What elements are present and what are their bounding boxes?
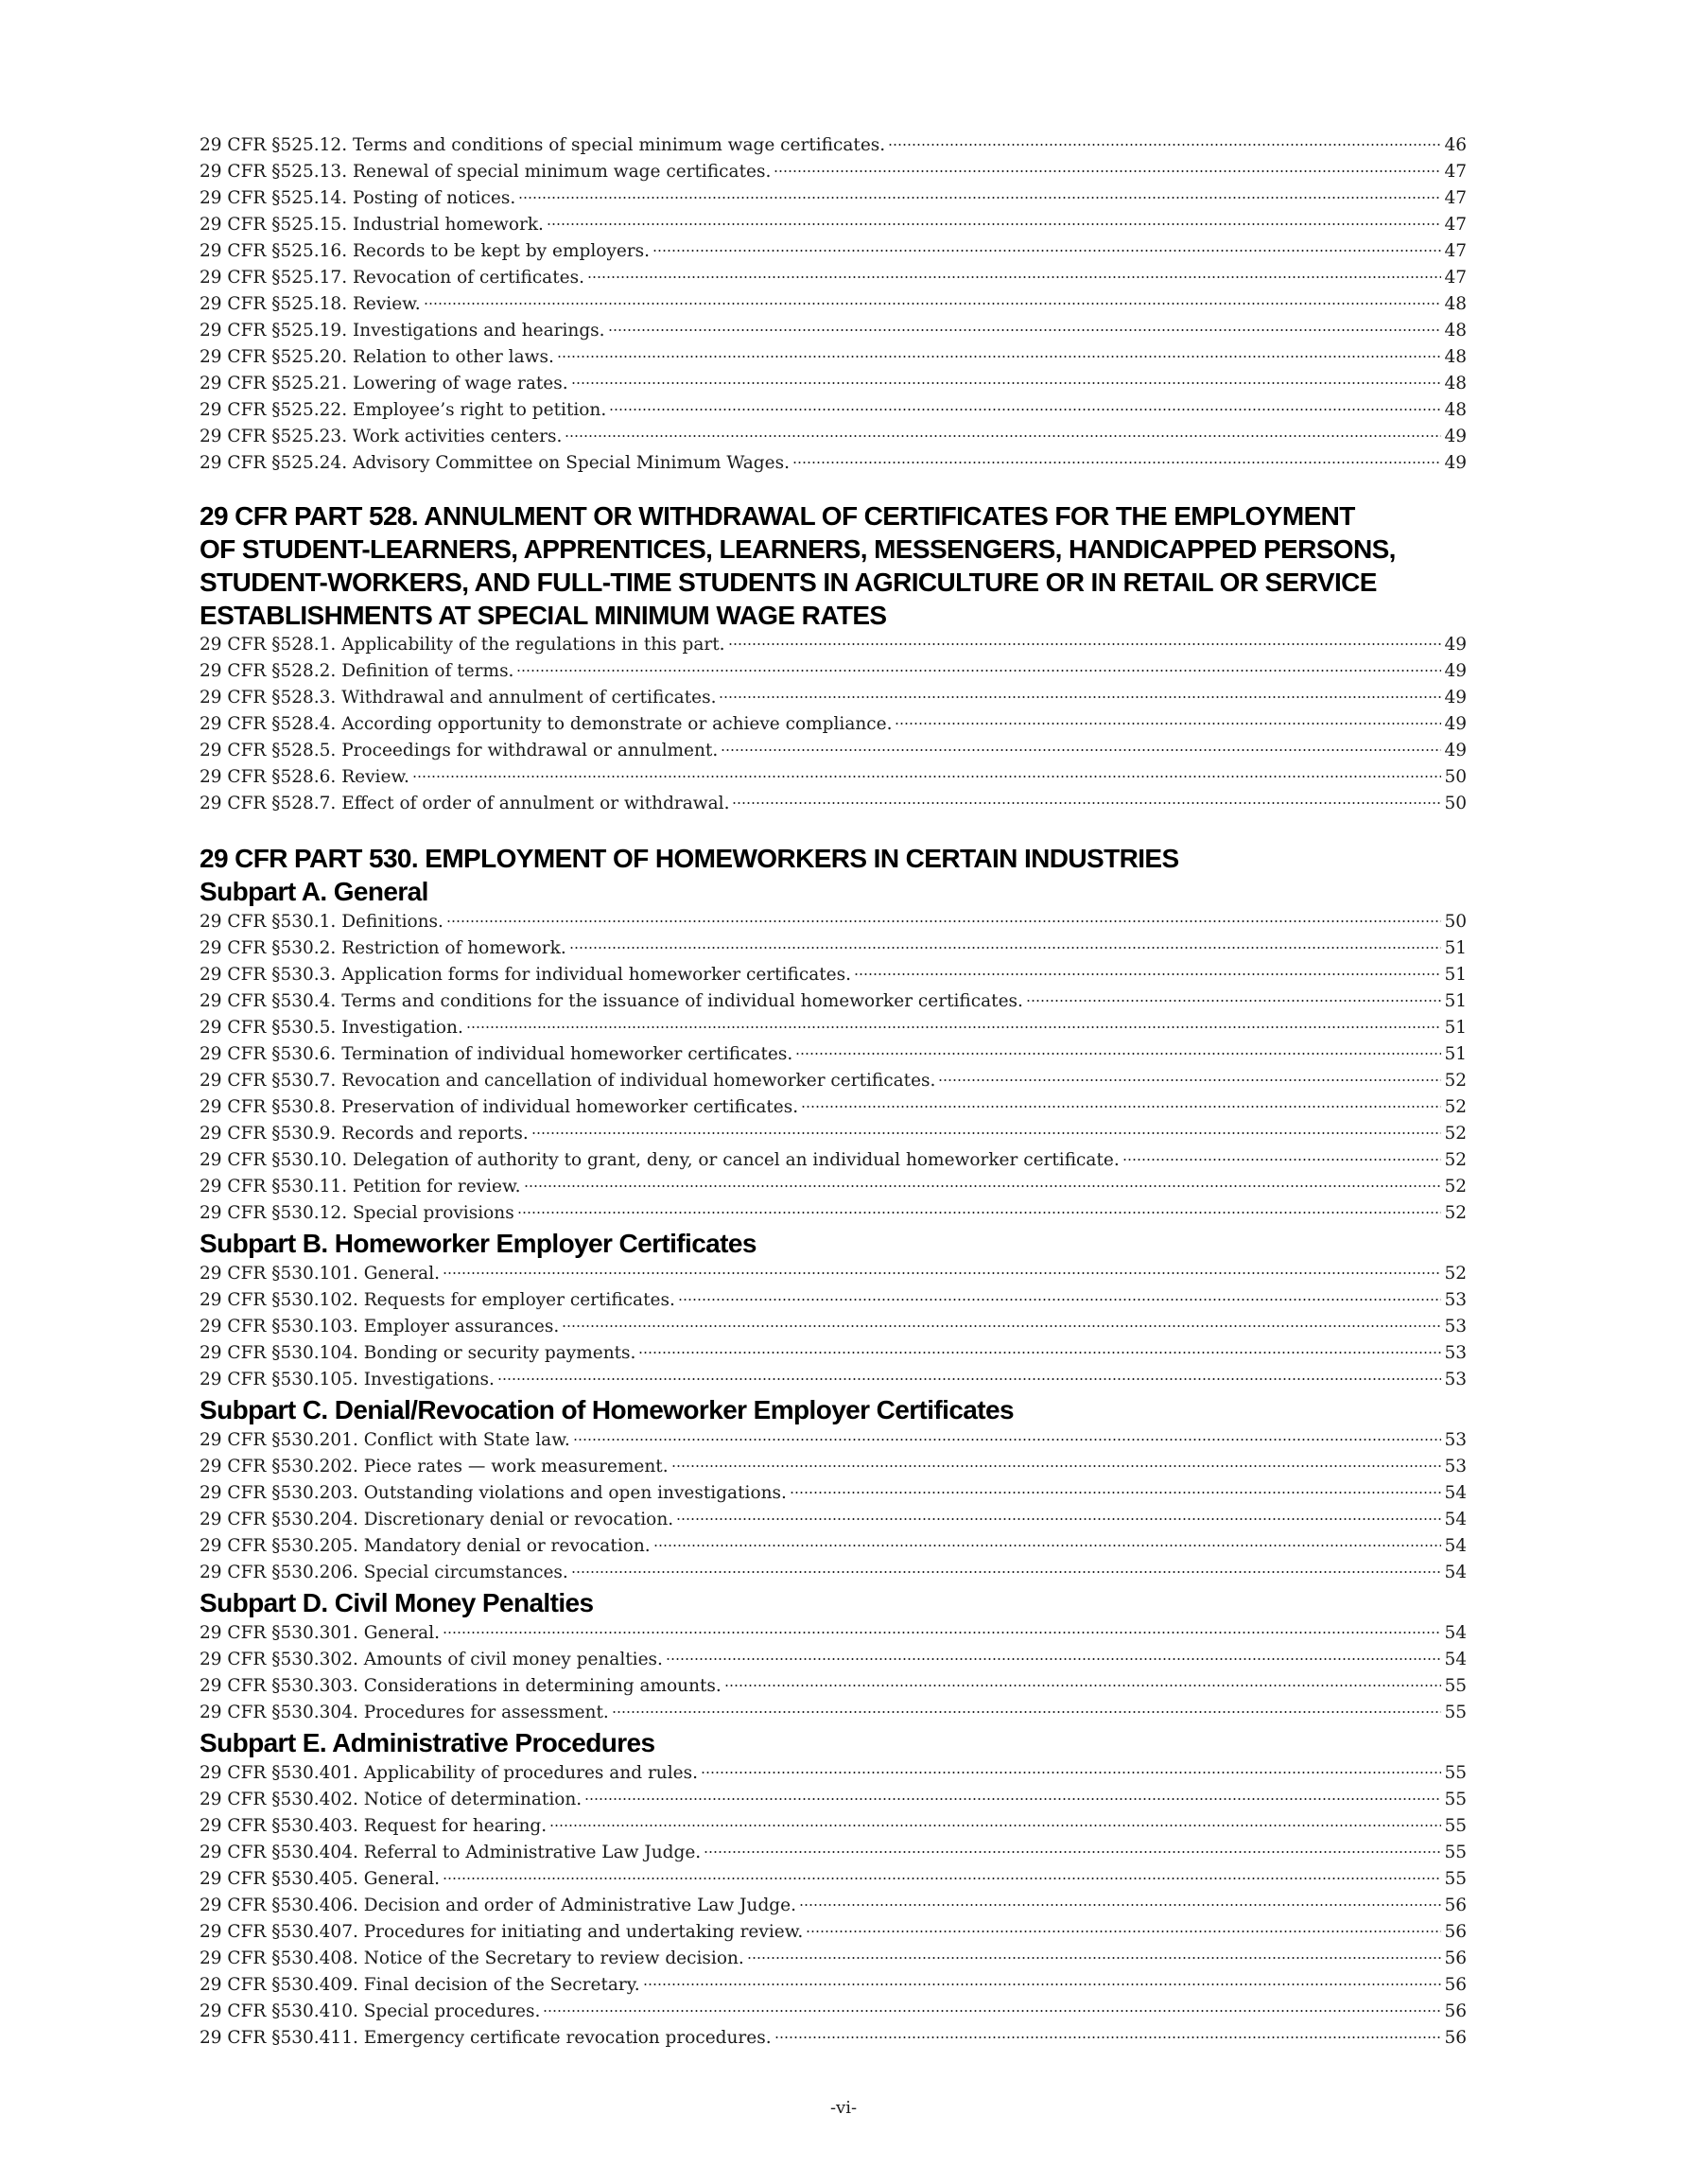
toc-entry-title: 29 CFR §525.13. Renewal of special minimum wage certificates.	[200, 162, 772, 182]
dot-leader	[524, 1185, 1441, 1187]
toc-entry-title: 29 CFR §525.19. Investigations and hearings.	[200, 321, 605, 341]
toc-entry-page-number: 47	[1444, 215, 1467, 235]
toc-entry-page-number: 53	[1444, 1343, 1467, 1363]
dot-leader	[701, 1772, 1441, 1773]
toc-entry-title: 29 CFR §530.5. Investigation.	[200, 1018, 463, 1038]
toc-entry-title: 29 CFR §530.9. Records and reports.	[200, 1124, 529, 1144]
dot-leader	[643, 1983, 1441, 1985]
dot-leader	[653, 1545, 1441, 1546]
toc-entry-page-number: 55	[1444, 1703, 1467, 1722]
subpart-heading: Subpart C. Denial/Revocation of Homeworker Employer Certificates	[200, 1395, 1014, 1424]
toc-entry-page-number: 54	[1444, 1483, 1467, 1503]
toc-entry	[200, 1919, 1467, 1946]
toc-entry-page-number: 55	[1444, 1869, 1467, 1889]
dot-leader	[938, 1079, 1441, 1081]
toc-entry	[200, 1367, 1467, 1393]
toc-entry-title: 29 CFR §530.302. Amounts of civil money penalties.	[200, 1650, 663, 1669]
dot-leader	[573, 1439, 1441, 1441]
subpart-heading: Subpart B. Homeworker Employer Certificates	[200, 1229, 757, 1258]
dot-leader	[412, 776, 1441, 778]
toc-entry-page-number: 54	[1444, 1623, 1467, 1643]
toc-entry-title: 29 CFR §530.205. Mandatory denial or revocation.	[200, 1536, 651, 1556]
toc-entry	[200, 988, 1467, 1015]
toc-entry	[200, 1427, 1467, 1454]
toc-entry-page-number: 50	[1444, 912, 1467, 932]
toc-entry-page-number: 49	[1444, 688, 1467, 708]
toc-entry	[200, 1673, 1467, 1700]
toc-entry-page-number: 51	[1444, 938, 1467, 958]
toc-entry	[200, 764, 1467, 791]
dot-leader	[732, 802, 1441, 804]
dot-leader	[666, 1658, 1441, 1660]
toc-entry-page-number: 50	[1444, 794, 1467, 813]
dot-leader	[895, 723, 1441, 725]
toc-entry-page-number: 46	[1444, 135, 1467, 155]
toc-entry-title: 29 CFR §530.401. Applicability of procedures and rules.	[200, 1763, 698, 1783]
dot-leader	[652, 250, 1441, 252]
toc-entry-title: 29 CFR §530.304. Procedures for assessment.	[200, 1703, 609, 1722]
toc-entry-title: 29 CFR §530.12. Special provisions	[200, 1203, 514, 1223]
toc-entry-title: 29 CFR §530.303. Considerations in determining amounts.	[200, 1676, 722, 1696]
toc-entry	[200, 962, 1467, 988]
part-528-heading-line: 29 CFR PART 528. ANNULMENT OR WITHDRAWAL OF CERTIFICATES FOR THE EMPLOYMENT	[200, 501, 1355, 531]
toc-entry-page-number: 52	[1444, 1177, 1467, 1197]
toc-entry	[200, 1015, 1467, 1041]
toc-entry-page-number: 56	[1444, 1948, 1467, 1968]
toc-entry-page-number: 49	[1444, 427, 1467, 446]
toc-entry	[200, 1999, 1467, 2025]
toc-entry	[200, 685, 1467, 711]
toc-entry-title: 29 CFR §530.10. Delegation of authority to grant, deny, or cancel an individual homeworker certificate.	[200, 1150, 1120, 1170]
part-530-heading: 29 CFR PART 530. EMPLOYMENT OF HOMEWORKERS IN CERTAIN INDUSTRIES	[200, 844, 1179, 873]
dot-leader	[443, 1272, 1441, 1274]
toc-entry-page-number: 51	[1444, 1018, 1467, 1038]
toc-entry-title: 29 CFR §530.101. General.	[200, 1264, 440, 1284]
toc-entry-page-number: 55	[1444, 1816, 1467, 1836]
toc-entry-page-number: 53	[1444, 1317, 1467, 1337]
toc-entry-page-number: 54	[1444, 1650, 1467, 1669]
toc-entry-page-number: 49	[1444, 661, 1467, 681]
toc-entry-title: 29 CFR §528.1. Applicability of the regulations in this part.	[200, 635, 725, 655]
dot-leader	[854, 973, 1441, 975]
toc-entry-page-number: 48	[1444, 400, 1467, 420]
toc-entry-title: 29 CFR §530.3. Application forms for individual homeworker certificates.	[200, 965, 851, 985]
dot-leader	[704, 1851, 1441, 1853]
toc-entry-page-number: 51	[1444, 991, 1467, 1011]
toc-entry	[200, 1094, 1467, 1121]
toc-entry-title: 29 CFR §530.410. Special procedures.	[200, 2001, 541, 2021]
toc-entry-page-number: 47	[1444, 162, 1467, 182]
toc-entry-title: 29 CFR §530.102. Requests for employer certificates.	[200, 1290, 675, 1310]
toc-entry	[200, 1972, 1467, 1999]
toc-group-part-528	[200, 632, 1467, 817]
dot-leader	[557, 356, 1441, 358]
toc-entry-page-number: 52	[1444, 1124, 1467, 1144]
toc-entry	[200, 450, 1467, 477]
dot-leader	[801, 1106, 1441, 1108]
dot-leader	[543, 2010, 1441, 2012]
toc-entry-page-number: 47	[1444, 188, 1467, 208]
toc-entry-title: 29 CFR §525.22. Employee’s right to petition.	[200, 400, 607, 420]
toc-entry-page-number: 53	[1444, 1430, 1467, 1450]
toc-entry-title: 29 CFR §525.23. Work activities centers.	[200, 427, 563, 446]
toc-entry-title: 29 CFR §530.404. Referral to Administrative Law Judge.	[200, 1843, 702, 1862]
toc-entry-page-number: 55	[1444, 1676, 1467, 1696]
dot-leader	[562, 1325, 1441, 1327]
dot-leader	[443, 1632, 1441, 1634]
toc-entry-title: 29 CFR §530.8. Preservation of individual homeworker certificates.	[200, 1097, 799, 1117]
toc-entry	[200, 238, 1467, 265]
toc-entry	[200, 1787, 1467, 1813]
toc-entry	[200, 212, 1467, 238]
toc-entry	[200, 1813, 1467, 1840]
toc-entry	[200, 1147, 1467, 1174]
toc-entry-page-number: 49	[1444, 714, 1467, 734]
toc-entry-page-number: 53	[1444, 1457, 1467, 1476]
toc-entry-title: 29 CFR §530.408. Notice of the Secretary to review decision.	[200, 1948, 744, 1968]
toc-entry	[200, 1893, 1467, 1919]
toc-entry	[200, 1480, 1467, 1507]
toc-entry	[200, 1620, 1467, 1647]
toc-entry	[200, 1174, 1467, 1200]
toc-entry-title: 29 CFR §530.406. Decision and order of Administrative Law Judge.	[200, 1896, 796, 1915]
part-528-heading-line: ESTABLISHMENTS AT SPECIAL MINIMUM WAGE RATES	[200, 601, 887, 630]
dot-leader	[446, 920, 1441, 922]
dot-leader	[547, 223, 1441, 225]
toc-entry-title: 29 CFR §525.17. Revocation of certificates.	[200, 268, 584, 288]
toc-entry-title: 29 CFR §525.18. Review.	[200, 294, 421, 314]
toc-entry	[200, 2025, 1467, 2052]
toc-entry	[200, 1314, 1467, 1340]
toc-entry	[200, 1261, 1467, 1287]
dot-leader	[719, 696, 1441, 698]
dot-leader	[565, 435, 1441, 437]
toc-entry	[200, 318, 1467, 344]
toc-entry	[200, 632, 1467, 658]
dot-leader	[799, 1904, 1441, 1906]
toc-entry	[200, 265, 1467, 291]
dot-leader	[424, 303, 1441, 305]
toc-entry-title: 29 CFR §528.3. Withdrawal and annulment of certificates.	[200, 688, 717, 708]
toc-entry-page-number: 56	[1444, 2001, 1467, 2021]
table-of-contents	[200, 132, 1467, 2052]
dot-leader	[466, 1026, 1441, 1028]
toc-entry-title: 29 CFR §525.24. Advisory Committee on Special Minimum Wages.	[200, 453, 790, 473]
toc-entry-page-number: 50	[1444, 767, 1467, 787]
dot-leader	[497, 1378, 1441, 1380]
part-528-heading-line: OF STUDENT-LEARNERS, APPRENTICES, LEARNERS, MESSENGERS, HANDICAPPED PERSONS,	[200, 534, 1396, 564]
dot-leader	[569, 947, 1441, 949]
toc-entry-page-number: 52	[1444, 1264, 1467, 1284]
toc-entry-title: 29 CFR §530.407. Procedures for initiating and undertaking review.	[200, 1922, 804, 1942]
dot-leader	[584, 1798, 1441, 1800]
toc-entry	[200, 791, 1467, 817]
toc-entry-page-number: 52	[1444, 1203, 1467, 1223]
toc-entry-page-number: 49	[1444, 741, 1467, 760]
toc-entry	[200, 1454, 1467, 1480]
subpart-heading: Subpart A. General	[200, 877, 428, 906]
toc-entry-title: 29 CFR §530.403. Request for hearing.	[200, 1816, 548, 1836]
dot-leader	[531, 1132, 1441, 1134]
toc-entry	[200, 1287, 1467, 1314]
toc-entry-page-number: 51	[1444, 965, 1467, 985]
dot-leader	[747, 1957, 1441, 1959]
subpart-heading: Subpart D. Civil Money Penalties	[200, 1588, 594, 1617]
dot-leader	[571, 382, 1441, 384]
dot-leader	[774, 170, 1441, 172]
toc-entry-title: 29 CFR §528.7. Effect of order of annulment or withdrawal.	[200, 794, 730, 813]
toc-entry	[200, 159, 1467, 185]
toc-entry-title: 29 CFR §528.2. Definition of terms.	[200, 661, 514, 681]
toc-entry-page-number: 54	[1444, 1510, 1467, 1529]
toc-entry-page-number: 56	[1444, 2028, 1467, 2048]
toc-entry-page-number: 47	[1444, 268, 1467, 288]
dot-leader	[638, 1352, 1441, 1354]
dot-leader	[549, 1825, 1441, 1826]
toc-entry-title: 29 CFR §525.21. Lowering of wage rates.	[200, 374, 568, 393]
toc-entry-title: 29 CFR §530.411. Emergency certificate revocation procedures.	[200, 2028, 772, 2048]
toc-entry-title: 29 CFR §530.7. Revocation and cancellation of individual homeworker certificates.	[200, 1071, 936, 1091]
toc-entry-page-number: 54	[1444, 1563, 1467, 1582]
toc-entry-title: 29 CFR §528.4. According opportunity to demonstrate or achieve compliance.	[200, 714, 893, 734]
toc-entry-title: 29 CFR §530.206. Special circumstances.	[200, 1563, 568, 1582]
toc-entry-title: 29 CFR §530.11. Petition for review.	[200, 1177, 521, 1197]
toc-entry-title: 29 CFR §530.103. Employer assurances.	[200, 1317, 560, 1337]
dot-leader	[888, 144, 1441, 146]
toc-entry-page-number: 55	[1444, 1843, 1467, 1862]
toc-entry-page-number: 48	[1444, 294, 1467, 314]
toc-entry-title: 29 CFR §525.16. Records to be kept by employers.	[200, 241, 651, 261]
toc-entry	[200, 1840, 1467, 1866]
toc-entry	[200, 132, 1467, 159]
dot-leader	[516, 670, 1441, 672]
part-528-heading-line: STUDENT-WORKERS, AND FULL-TIME STUDENTS IN AGRICULTURE OR IN RETAIL OR SERVICE	[200, 568, 1377, 597]
dot-leader	[721, 749, 1441, 751]
toc-entry-title: 29 CFR §530.402. Notice of determination.	[200, 1790, 583, 1809]
toc-entry-page-number: 49	[1444, 635, 1467, 655]
dot-leader	[728, 643, 1441, 645]
toc-entry	[200, 397, 1467, 424]
toc-entry-title: 29 CFR §525.20. Relation to other laws.	[200, 347, 554, 367]
dot-leader	[790, 1492, 1441, 1494]
toc-entry-page-number: 53	[1444, 1290, 1467, 1310]
toc-entry	[200, 291, 1467, 318]
dot-leader	[678, 1299, 1441, 1301]
dot-leader	[671, 1465, 1441, 1467]
toc-entry-title: 29 CFR §525.15. Industrial homework.	[200, 215, 544, 235]
toc-entry-page-number: 52	[1444, 1097, 1467, 1117]
toc-entry-title: 29 CFR §530.105. Investigations.	[200, 1370, 495, 1389]
dot-leader	[517, 1212, 1441, 1214]
dot-leader	[443, 1878, 1441, 1879]
toc-entry	[200, 909, 1467, 935]
toc-entry	[200, 185, 1467, 212]
toc-entry-title: 29 CFR §530.6. Termination of individual homeworker certificates.	[200, 1044, 793, 1064]
toc-entry	[200, 1946, 1467, 1972]
toc-entry-page-number: 55	[1444, 1763, 1467, 1783]
toc-entry	[200, 1560, 1467, 1586]
toc-entry-title: 29 CFR §530.1. Definitions.	[200, 912, 443, 932]
dot-leader	[774, 2036, 1441, 2038]
toc-entry-page-number: 51	[1444, 1044, 1467, 1064]
toc-entry-title: 29 CFR §530.203. Outstanding violations and open investigations.	[200, 1483, 787, 1503]
dot-leader	[587, 276, 1441, 278]
toc-entry-page-number: 47	[1444, 241, 1467, 261]
toc-entry	[200, 1533, 1467, 1560]
toc-entry-page-number: 52	[1444, 1071, 1467, 1091]
dot-leader	[518, 197, 1441, 199]
toc-entry-title: 29 CFR §530.4. Terms and conditions for the issuance of individual homeworker certificates.	[200, 991, 1023, 1011]
dot-leader	[724, 1685, 1441, 1686]
dot-leader	[676, 1518, 1441, 1520]
toc-entry-page-number: 48	[1444, 374, 1467, 393]
toc-entry-page-number: 56	[1444, 1975, 1467, 1995]
toc-entry-page-number: 52	[1444, 1150, 1467, 1170]
page-number: -vi-	[829, 2098, 858, 2118]
dot-leader	[795, 1053, 1441, 1055]
toc-entry	[200, 1121, 1467, 1147]
toc-entry	[200, 1866, 1467, 1893]
toc-entry-page-number: 56	[1444, 1896, 1467, 1915]
part-528-heading	[200, 499, 1467, 632]
toc-entry	[200, 371, 1467, 397]
toc-entry-title: 29 CFR §530.202. Piece rates — work measurement.	[200, 1457, 669, 1476]
toc-entry	[200, 344, 1467, 371]
dot-leader	[1026, 1000, 1441, 1002]
toc-entry-page-number: 53	[1444, 1370, 1467, 1389]
dot-leader	[608, 329, 1441, 331]
toc-entry	[200, 1647, 1467, 1673]
toc-entry	[200, 1700, 1467, 1726]
dot-leader	[571, 1571, 1441, 1573]
toc-entry	[200, 424, 1467, 450]
toc-entry-title: 29 CFR §525.12. Terms and conditions of special minimum wage certificates.	[200, 135, 886, 155]
toc-entry	[200, 1041, 1467, 1068]
toc-entry	[200, 1507, 1467, 1533]
toc-entry	[200, 1340, 1467, 1367]
toc-entry-title: 29 CFR §530.104. Bonding or security payments.	[200, 1343, 636, 1363]
toc-entry-page-number: 54	[1444, 1536, 1467, 1556]
toc-entry	[200, 1760, 1467, 1787]
dot-leader	[1122, 1159, 1441, 1161]
toc-entry	[200, 658, 1467, 685]
dot-leader	[609, 409, 1441, 411]
dot-leader	[612, 1711, 1441, 1713]
toc-entry-page-number: 56	[1444, 1922, 1467, 1942]
toc-entry-title: 29 CFR §525.14. Posting of notices.	[200, 188, 516, 208]
toc-entry-page-number: 49	[1444, 453, 1467, 473]
toc-entry-title: 29 CFR §530.301. General.	[200, 1623, 440, 1643]
toc-entry	[200, 1068, 1467, 1094]
toc-entry-title: 29 CFR §528.6. Review.	[200, 767, 409, 787]
toc-entry	[200, 711, 1467, 738]
toc-group-part-525	[200, 132, 1467, 477]
toc-entry	[200, 935, 1467, 962]
toc-entry-title: 29 CFR §530.201. Conflict with State law.	[200, 1430, 570, 1450]
subpart-heading: Subpart E. Administrative Procedures	[200, 1728, 655, 1757]
toc-entry-page-number: 48	[1444, 347, 1467, 367]
toc-entry-page-number: 55	[1444, 1790, 1467, 1809]
toc-group-part-530	[200, 875, 1467, 2052]
toc-entry	[200, 738, 1467, 764]
toc-entry-title: 29 CFR §530.2. Restriction of homework.	[200, 938, 566, 958]
toc-entry-title: 29 CFR §530.409. Final decision of the Secretary.	[200, 1975, 640, 1995]
toc-entry-title: 29 CFR §530.405. General.	[200, 1869, 440, 1889]
toc-entry-title: 29 CFR §530.204. Discretionary denial or revocation.	[200, 1510, 674, 1529]
toc-entry-title: 29 CFR §528.5. Proceedings for withdrawal or annulment.	[200, 741, 719, 760]
toc-entry	[200, 1200, 1467, 1227]
toc-entry-page-number: 48	[1444, 321, 1467, 341]
dot-leader	[806, 1931, 1441, 1932]
dot-leader	[792, 462, 1441, 463]
